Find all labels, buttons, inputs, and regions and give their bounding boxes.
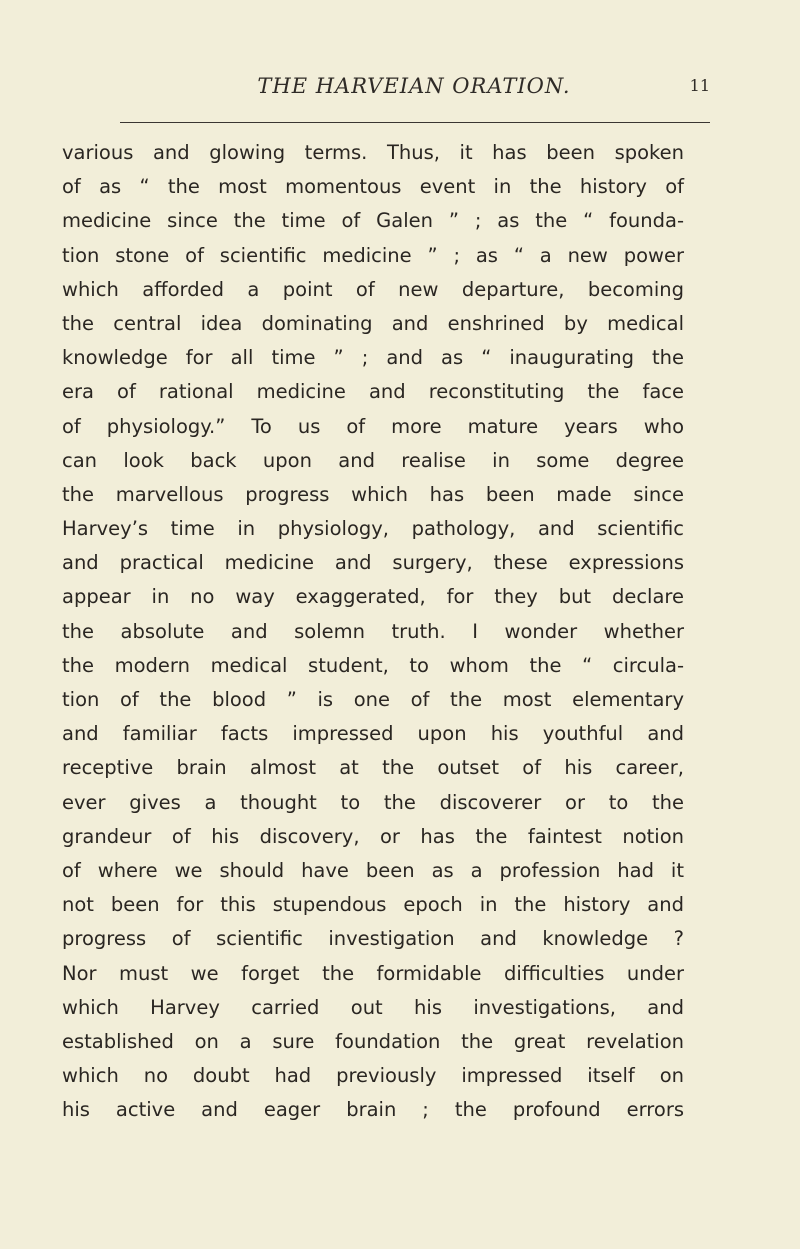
text-line: knowledge for all time ” ; and as “ inaugurating the xyxy=(62,346,684,370)
text-line: of physiology.” To us of more mature years who xyxy=(62,414,684,438)
text-line: grandeur of his discovery, or has the faintest notion xyxy=(62,824,684,848)
body-text xyxy=(62,136,684,1127)
text-line: which afforded a point of new departure, becoming xyxy=(62,277,684,301)
text-line: the absolute and solemn truth. I wonder whether xyxy=(62,619,684,643)
text-line: and familiar facts impressed upon his youthful and xyxy=(62,722,684,746)
text-line: era of rational medicine and reconstituting the face xyxy=(62,380,684,404)
text-line: can look back upon and realise in some degree xyxy=(62,448,684,472)
text-line: tion stone of scientific medicine ” ; as “ a new power xyxy=(62,243,684,267)
text-line: medicine since the time of Galen ” ; as the “ founda- xyxy=(62,209,684,233)
text-line: which Harvey carried out his investigations, and xyxy=(62,995,684,1019)
text-line: the central idea dominating and enshrined by medical xyxy=(62,311,684,335)
text-line: of where we should have been as a profession had it xyxy=(62,858,684,882)
text-line: the modern medical student, to whom the “ circula- xyxy=(62,653,684,677)
text-line: not been for this stupendous epoch in the history and xyxy=(62,893,684,917)
text-line: various and glowing terms. Thus, it has been spoken xyxy=(62,141,684,164)
text-line: which no doubt had previously impressed itself on xyxy=(62,1064,684,1088)
running-title: THE HARVEIAN ORATION. xyxy=(257,74,571,98)
text-line: of as “ the most momentous event in the history of xyxy=(62,175,684,199)
text-line: Nor must we forget the formidable difficulties under xyxy=(62,961,684,985)
text-line: Harvey’s time in physiology, pathology, and scientific xyxy=(62,517,684,541)
text-line: his active and eager brain ; the profound errors xyxy=(62,1098,684,1122)
page-number: 11 xyxy=(689,76,710,95)
text-line: established on a sure foundation the great revelation xyxy=(62,1029,684,1053)
text-line: tion of the blood ” is one of the most elementary xyxy=(62,688,684,711)
running-head xyxy=(118,74,710,114)
text-line: progress of scientific investigation and knowledge ? xyxy=(62,927,684,951)
text-line: the marvellous progress which has been made since xyxy=(62,482,684,506)
header-rule xyxy=(120,122,710,123)
text-line: appear in no way exaggerated, for they but declare xyxy=(62,585,684,609)
text-line: ever gives a thought to the discoverer or to the xyxy=(62,790,684,814)
text-line: receptive brain almost at the outset of his career, xyxy=(62,756,684,780)
text-line: and practical medicine and surgery, these expressions xyxy=(62,551,684,575)
